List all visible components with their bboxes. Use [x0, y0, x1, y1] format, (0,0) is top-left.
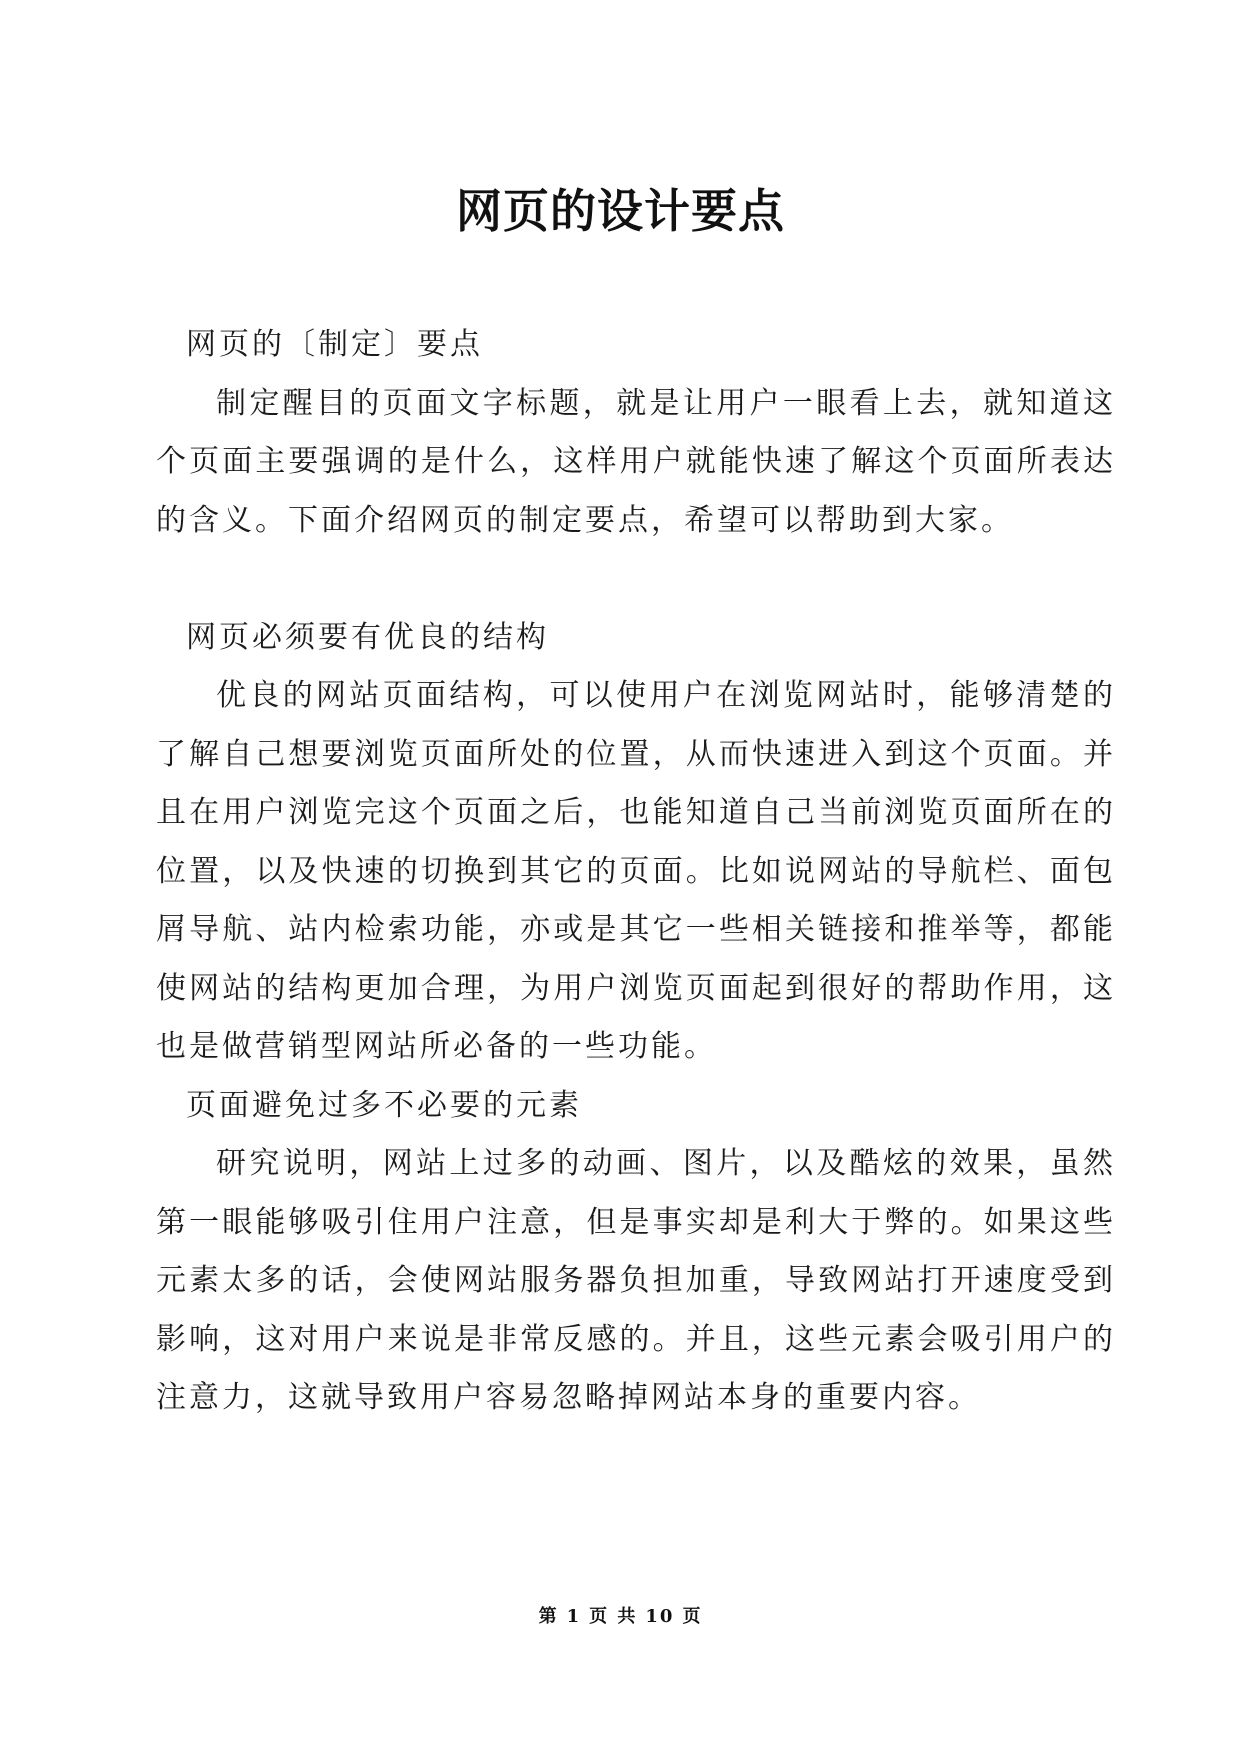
- footer-current-page: 1: [566, 1606, 582, 1627]
- page-title: 网页的设计要点: [456, 184, 785, 238]
- section-paragraph-3: 研究说明，网站上过多的动画、图片，以及酷炫的效果，虽然第一眼能够吸引住用户注意，但是事实却是利大于弊的。如果这些元素太多的话，会使网站服务器负担加重，导致网站打开速度受到影响，这对用户来说是非常反感的。并且，这些元素会吸引用户的注意力，这就导致用户容易忽略掉网站本身的重要内容。: [156, 1146, 1116, 1415]
- footer-suffix: 页: [682, 1606, 703, 1627]
- section-paragraph-2: 优良的网站页面结构，可以使用户在浏览网站时，能够清楚的了解自己想要浏览页面所处的位置，从而快速进入到这个页面。并且在用户浏览完这个页面之后，也能知道自己当前浏览页面所在的位置，以及快速的切换到其它的页面。比如说网站的导航栏、面包屑导航、站内检索功能，亦或是其它一些相关链接和推举等，都能使网站的结构更加合理，为用户浏览页面起到很好的帮助作用，这也是做营销型网站所必备的一些功能。: [156, 678, 1116, 1064]
- paragraph-spacer: [156, 550, 1116, 609]
- footer-total-pages: 10: [645, 1606, 675, 1627]
- section-paragraph-1: 制定醒目的页面文字标题，就是让用户一眼看上去，就知道这个页面主要强调的是什么，这样用户就能快速了解这个页面所表达的含义。下面介绍网页的制定要点，希望可以帮助到大家。: [156, 385, 1116, 538]
- page-footer: [0, 1602, 1241, 1628]
- section-heading-3: 页面避免过多不必要的元素: [186, 1087, 582, 1123]
- footer-middle: 页 共: [589, 1606, 638, 1627]
- section-heading-2: 网页必须要有优良的结构: [186, 619, 549, 655]
- footer-prefix: 第: [538, 1606, 559, 1627]
- document-body: [156, 316, 1116, 1428]
- section-heading-1: 网页的〔制定〕要点: [186, 327, 483, 362]
